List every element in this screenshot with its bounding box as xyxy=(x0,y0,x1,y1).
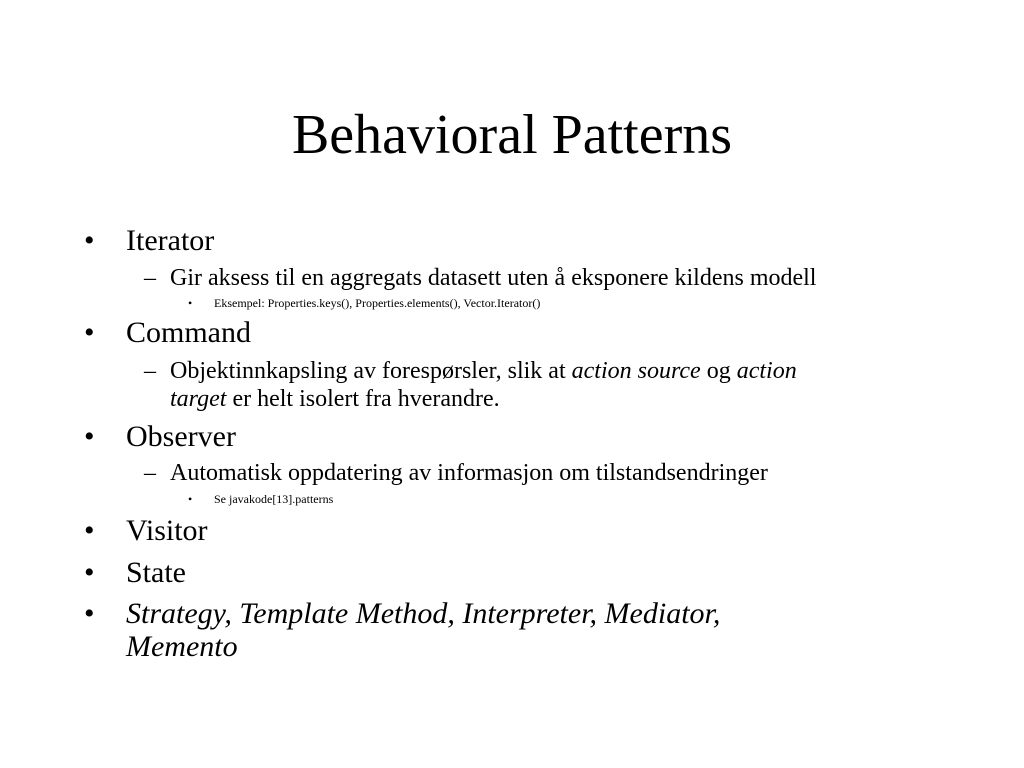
command-text-part2: og xyxy=(700,358,737,384)
bullet-command-label: Command xyxy=(126,316,251,349)
slide-title: Behavioral Patterns xyxy=(291,104,733,166)
bullet-state xyxy=(84,556,944,589)
bullet-iterator xyxy=(84,224,944,257)
small-bullet-marker: • xyxy=(188,296,193,310)
command-text-part3: er helt isolert fra hverandre. xyxy=(226,386,500,412)
bullet-marker: • xyxy=(84,556,95,589)
command-text-italic2: action xyxy=(736,358,797,384)
sub-bullet-observer-text: Automatisk oppdatering av informasjon om tilstandsendringer xyxy=(170,460,768,486)
bullet-other-patterns-text xyxy=(126,597,944,663)
bullet-marker: • xyxy=(84,597,95,630)
other-patterns-line2: Memento xyxy=(126,630,238,663)
example-iterator xyxy=(188,296,928,310)
command-text-part1: Objektinnkapsling av forespørsler, slik at xyxy=(170,358,572,384)
bullet-marker: • xyxy=(84,514,95,547)
dash-marker: – xyxy=(144,265,156,291)
bullet-command xyxy=(84,316,944,349)
sub-bullet-command xyxy=(144,357,934,413)
sub-bullet-iterator-text: Gir aksess til en aggregats datasett uten å eksponere kildens modell xyxy=(170,265,817,291)
example-iterator-text: Eksempel: Properties.keys(), Properties.elements(), Vector.Iterator() xyxy=(214,296,541,310)
command-text-italic3: target xyxy=(170,386,227,412)
dash-marker: – xyxy=(144,460,156,486)
example-observer-text: Se javakode[13].patterns xyxy=(214,492,334,506)
example-observer xyxy=(188,492,928,506)
other-patterns-line1: Strategy, Template Method, Interpreter, Mediator, xyxy=(126,597,721,630)
sub-bullet-iterator xyxy=(144,264,934,292)
bullet-observer-label: Observer xyxy=(126,420,236,453)
sub-bullet-observer xyxy=(144,459,934,487)
sub-bullet-command-text xyxy=(170,357,934,413)
bullet-state-label: State xyxy=(126,556,186,589)
bullet-marker: • xyxy=(84,224,95,257)
bullet-other-patterns xyxy=(84,597,944,663)
bullet-marker: • xyxy=(84,420,95,453)
command-text-italic1: action source xyxy=(571,358,701,384)
small-bullet-marker: • xyxy=(188,492,193,506)
bullet-visitor-label: Visitor xyxy=(126,514,208,547)
dash-marker: – xyxy=(144,358,156,384)
bullet-iterator-label: Iterator xyxy=(126,224,215,257)
bullet-visitor xyxy=(84,514,944,547)
bullet-observer xyxy=(84,420,944,453)
bullet-marker: • xyxy=(84,316,95,349)
